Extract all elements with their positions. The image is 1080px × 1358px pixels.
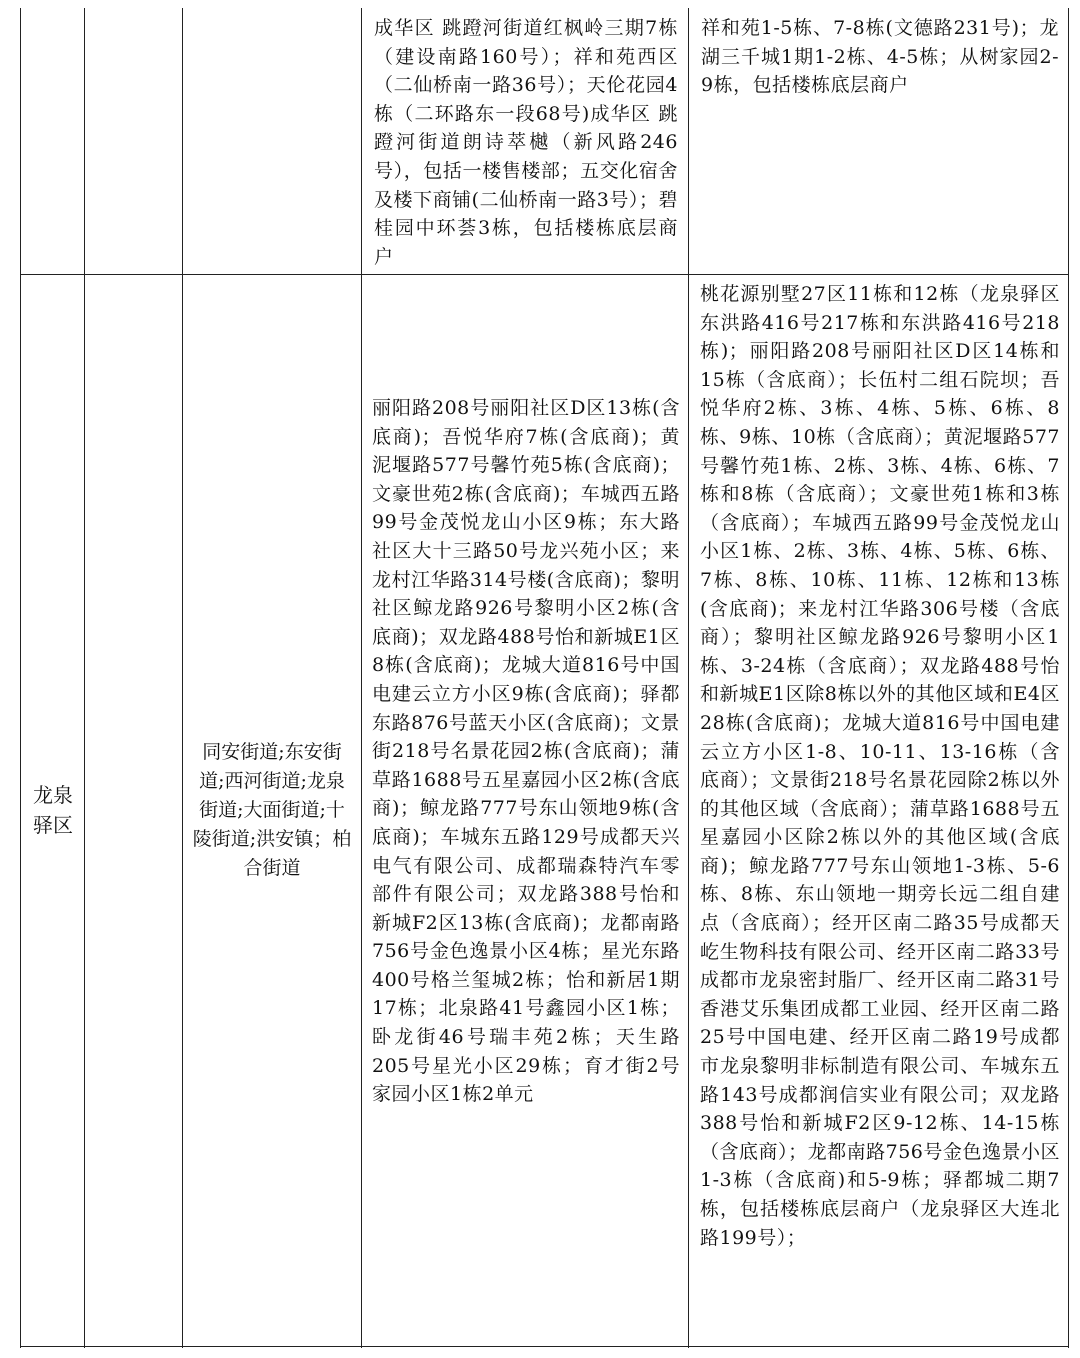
closed-area-cell: 成华区 跳蹬河街道红枫岭三期7栋（建设南路160号）；祥和苑西区（二仙桥南一路36号）；天伦花园4栋（二环路东一段68号)成华区 跳蹬河街道朗诗萃樾（新风路246号），包括一楼售楼部；五交化宿舍及楼下商铺(二仙桥南一路3号）；碧桂园中环荟3栋，包括楼栋底层商户 bbox=[374, 17, 678, 268]
table bbox=[20, 8, 1070, 1348]
table-border-bottom bbox=[20, 1346, 1069, 1347]
district-cell bbox=[22, 8, 82, 272]
streets-cell bbox=[186, 8, 358, 272]
column-divider bbox=[182, 8, 183, 1348]
streets-cell: 同安街道;东安街道;西河街道;龙泉街道;大面街道;十陵街道;洪安镇；柏合街道 bbox=[192, 740, 352, 879]
column-divider bbox=[688, 8, 689, 1348]
control-area-cell: 祥和苑1-5栋、7-8栋(文德路231号)；龙湖三千城1期1-2栋、4-5栋；从树家园2-9栋，包括楼栋底层商户 bbox=[701, 17, 1059, 97]
row-divider bbox=[20, 274, 1069, 275]
table-border-right bbox=[1068, 8, 1069, 1348]
column-divider bbox=[361, 8, 362, 1348]
column-divider bbox=[84, 8, 85, 1348]
table-border-left bbox=[20, 8, 21, 1348]
district-cell: 龙泉驿区 bbox=[33, 783, 73, 837]
closed-area-cell: 丽阳路208号丽阳社区D区13栋(含底商)；吾悦华府7栋(含底商)；黄泥堰路577号馨竹苑5栋(含底商)；文豪世苑2栋(含底商)；车城西五路99号金茂悦龙山小区9栋；东大路社区大十三路50号龙兴苑小区；来龙村江华路314号楼(含底商)；黎明社区鲸龙路926号黎明小区2栋(含底商)；双龙路488号怡和新城E1区8栋(含底商)；龙城大道816号中国电建云立方小区9栋(含底商)；驿都东路876号蓝天小区(含底商)；文景街218号名景花园2栋(含底商)；蒲草路1688号五星嘉园小区2栋(含底商)；鲸龙路777号东山领地9栋(含底商)；车城东五路129号成都天兴电气有限公司、成都瑞森特汽车零部件有限公司；双龙路388号怡和新城F2区13栋(含底商)；龙都南路756号金色逸景小区4栋；星光东路400号格兰玺城2栋；怡和新居1期17栋；北泉路41号鑫园小区1栋；卧龙街46号瑞丰苑2栋；天生路205号星光小区29栋；育才街2号家园小区1栋2单元 bbox=[372, 397, 680, 1106]
control-area-cell: 桃花源别墅27区11栋和12栋（龙泉驿区东洪路416号217栋和东洪路416号218栋)；丽阳路208号丽阳社区D区14栋和15栋（含底商）；长伍村二组石院坝；吾悦华府2栋、3栋、4栋、5栋、6栋、8栋、9栋、10栋（含底商）；黄泥堰路577号馨竹苑1栋、2栋、3栋、4栋、6栋、7栋和8栋（含底商）；文豪世苑1栋和3栋（含底商）；车城西五路99号金茂悦龙山小区1栋、2栋、3栋、4栋、5栋、6栋、7栋、8栋、10栋、11栋、12栋和13栋(含底商)；来龙村江华路306号楼（含底商）；黎明社区鲸龙路926号黎明小区1栋、3-24栋（含底商）；双龙路488号怡和新城E1区除8栋以外的其他区域和E4区28栋(含底商)；龙城大道816号中国电建云立方小区1-8、10-11、13-16栋（含底商）；文景街218号名景花园除2栋以外的其他区域（含底商）；蒲草路1688号五星嘉园小区除2栋以外的其他区域(含底商)；鲸龙路777号东山领地1-3栋、5-6栋、8栋、东山领地一期旁长远二组自建点（含底商）；经开区南二路35号成都天屹生物科技有限公司、经开区南二路33号成都市龙泉密封脂厂、经开区南二路31号香港艾乐集团成都工业园、经开区南二路25号中国电建、经开区南二路19号成都市龙泉黎明非标制造有限公司、车城东五路143号成都润信实业有限公司；双龙路388号怡和新城F2区9-12栋、14-15栋（含底商）；龙都南路756号金色逸景小区1-3栋（含底商)和5-9栋；驿都城二期7栋，包括楼栋底层商户（龙泉驿区大连北路199号）； bbox=[700, 283, 1060, 1249]
